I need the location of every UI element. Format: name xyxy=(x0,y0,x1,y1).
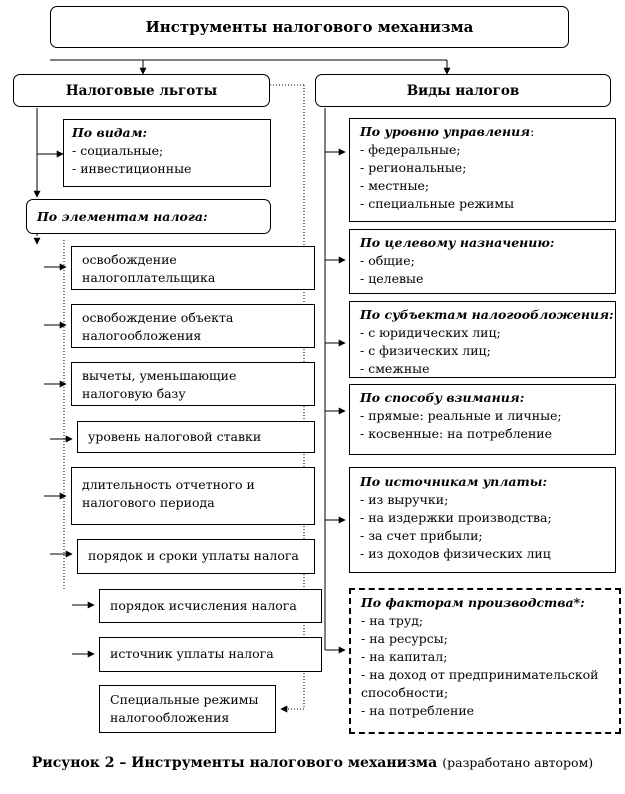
element-box-period: длительность отчетного и налогового периода xyxy=(71,467,315,525)
tax-group-subjects: По субъектам налогообложения: - с юридических лиц; - с физических лиц; - смежные xyxy=(349,301,616,378)
tax-group-payment-sources: По источникам уплаты: - из выручки; - на издержки производства; - за счет прибыли; - из доходов физических лиц xyxy=(349,467,616,573)
element-box-taxpayer-exemption: освобождение налогоплательщика xyxy=(71,246,315,290)
figure-caption-main: Рисунок 2 – Инструменты налогового механизма xyxy=(31,755,438,771)
tax-group-collection-method: По способу взимания: - прямые: реальные и личные; - косвенные: на потребление xyxy=(349,384,616,455)
element-box-special-regimes: Специальные режимы налогообложения xyxy=(99,685,276,733)
diagram-title-text: Инструменты налогового механизма xyxy=(145,18,474,36)
tax-group-purpose: По целевому назначению: - общие; - целевые xyxy=(349,229,616,294)
element-box-calculation: порядок исчисления налога xyxy=(99,589,322,623)
tax-benefits-header xyxy=(13,74,270,107)
tax-group-management-level: По уровню управления: - федеральные; - региональные; - местные; - специальные режимы xyxy=(349,118,616,222)
tax-benefits-header-text: Налоговые льготы xyxy=(65,82,218,99)
element-box-deductions: вычеты, уменьшающие налоговую базу xyxy=(71,362,315,406)
tax-group-production-factors: По факторам производства*: - на труд; - на ресурсы; - на капитал; - на доход от предпринимательской способности; - на потребление xyxy=(349,588,621,734)
element-box-tax-rate: уровень налоговой ставки xyxy=(77,421,315,453)
figure-caption xyxy=(0,752,625,771)
element-box-payment-terms: порядок и сроки уплаты налога xyxy=(77,539,315,574)
benefits-by-type-box xyxy=(63,119,271,187)
benefits-by-elements-header xyxy=(26,199,271,234)
diagram-title xyxy=(50,6,569,48)
figure-caption-note: (разработано автором) xyxy=(442,755,594,770)
element-box-payment-source: источник уплаты налога xyxy=(99,637,322,672)
tax-types-header-text: Виды налогов xyxy=(406,82,520,99)
benefits-by-type-item: - социальные; xyxy=(72,143,164,158)
benefits-by-type-item: - инвестиционные xyxy=(72,161,192,176)
element-box-object-exemption: освобождение объекта налогообложения xyxy=(71,304,315,348)
tax-types-header xyxy=(315,74,611,107)
benefits-by-elements-title: По элементам налога: xyxy=(37,209,208,224)
benefits-by-type-title: По видам: xyxy=(72,125,148,140)
